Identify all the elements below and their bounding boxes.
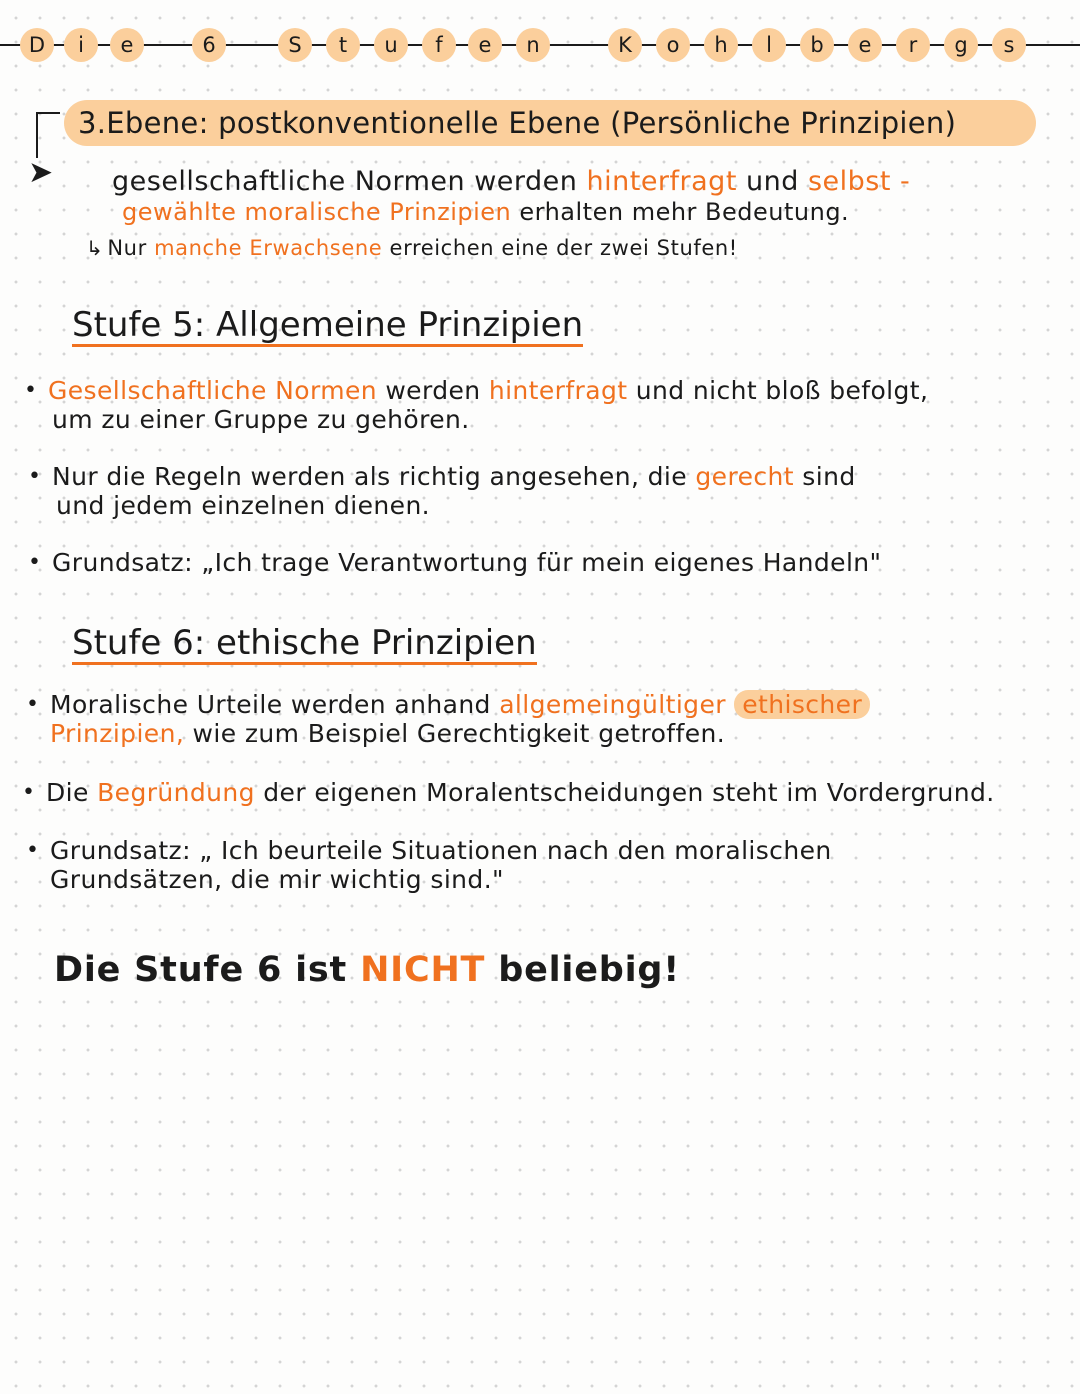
intro-text: gewählte moralische Prinzipien erhalten mehr Bedeutung. xyxy=(122,198,850,226)
intro-text: gesellschaftliche Normen werden hinterfragt und selbst - xyxy=(112,166,911,197)
list-item: • Nur die Regeln werden als richtig angesehen, die gerecht sind und jedem einzelnen dienen. xyxy=(52,462,856,520)
list-item: • Die Begründung der eigenen Moralentscheidungen steht im Vordergrund. xyxy=(46,778,995,807)
stage6-heading: Stufe 6: ethische Prinzipien xyxy=(72,623,537,663)
title-letter: 6 xyxy=(192,28,226,62)
title-letter: S xyxy=(278,28,312,62)
stage5-heading: Stufe 5: Allgemeine Prinzipien xyxy=(72,305,584,345)
title-letter: h xyxy=(704,28,738,62)
title-letter: f xyxy=(422,28,456,62)
intro-note: ↳ Nur manche Erwachsene erreichen eine der zwei Stufen! xyxy=(86,236,738,260)
list-item: • Grundsatz: „ Ich beurteile Situationen nach den moralischen Grundsätzen, die mir wichtig sind." xyxy=(50,836,832,894)
highlight-marker: ethischer xyxy=(734,690,870,719)
title-letter: g xyxy=(944,28,978,62)
title-letter: i xyxy=(64,28,98,62)
title-letter: D xyxy=(20,28,54,62)
title-letter: b xyxy=(800,28,834,62)
list-item: • Gesellschaftliche Normen werden hinterfragt und nicht bloß befolgt, um zu einer Gruppe zu gehören. xyxy=(48,376,928,434)
title-letter: n xyxy=(516,28,550,62)
title-bar xyxy=(0,18,1080,72)
title-letter: K xyxy=(608,28,642,62)
title-letter: e xyxy=(110,28,144,62)
title-letter: s xyxy=(992,28,1026,62)
bracket-line xyxy=(36,112,60,158)
title-letter: r xyxy=(896,28,930,62)
level-title: 3.Ebene: postkonventionelle Ebene (Persönliche Prinzipien) xyxy=(78,106,957,140)
arrow-return-icon: ↳ xyxy=(86,236,104,260)
arrow-right-icon: ➤ xyxy=(28,155,54,190)
title-letter: t xyxy=(326,28,360,62)
title-letter: e xyxy=(468,28,502,62)
conclusion-text: Die Stufe 6 ist NICHT beliebig! xyxy=(54,950,681,990)
title-letter: u xyxy=(374,28,408,62)
list-item: • Moralische Urteile werden anhand allgemeingültiger ethischer Prinzipien, wie zum Beispiel Gerechtigkeit getroffen. xyxy=(50,690,870,748)
title-letter: l xyxy=(752,28,786,62)
title-letter: o xyxy=(656,28,690,62)
list-item: • Grundsatz: „Ich trage Verantwortung für mein eigenes Handeln" xyxy=(52,548,881,577)
title-letter: e xyxy=(848,28,882,62)
